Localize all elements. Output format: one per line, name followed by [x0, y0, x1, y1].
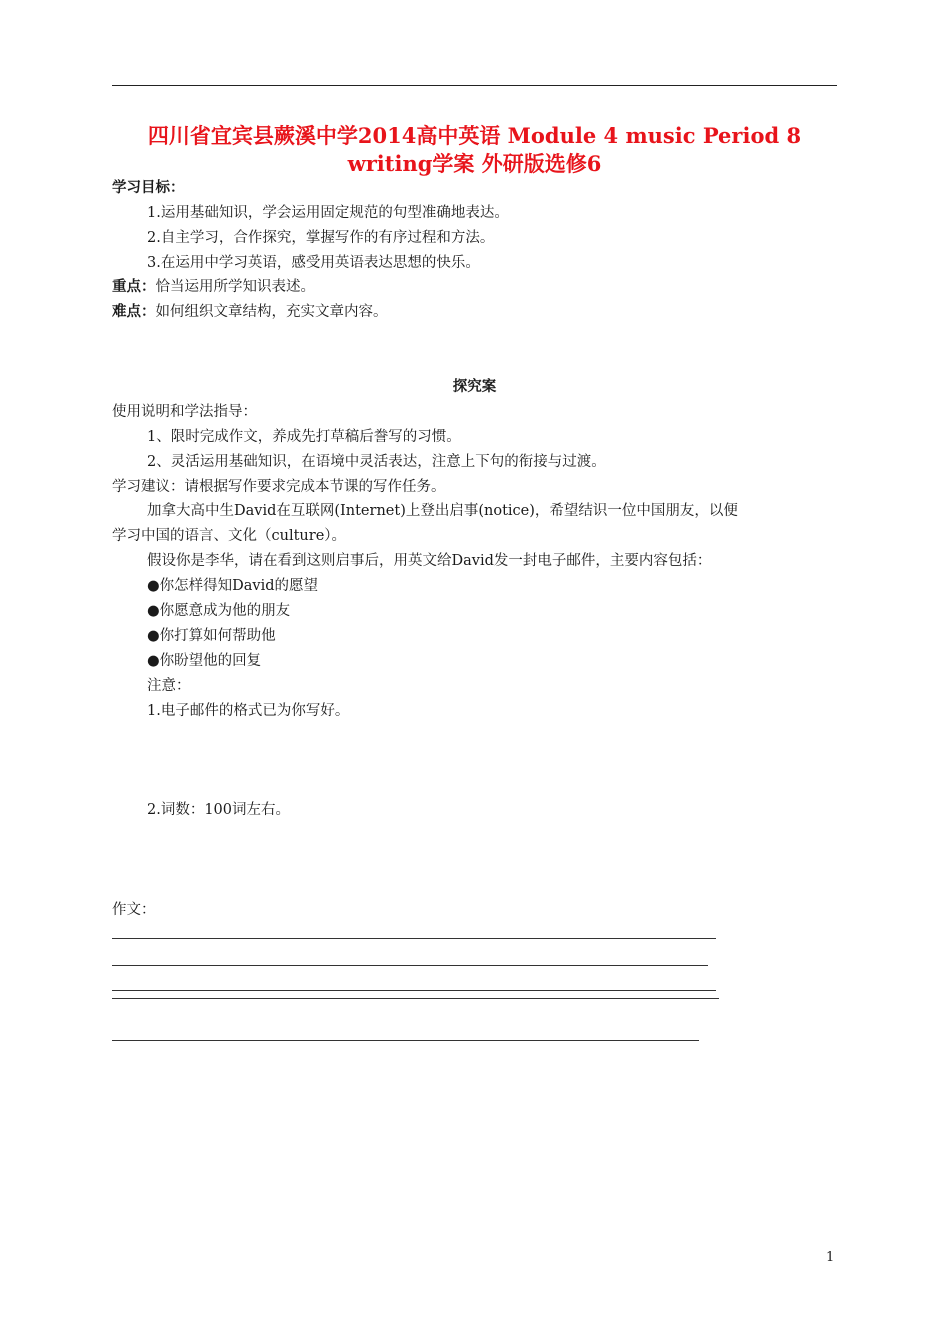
writing-line — [112, 998, 719, 999]
key-point-label: 重点： — [112, 278, 156, 295]
objective-item: 2.自主学习，合作探究，掌握写作的有序过程和方法。 — [147, 230, 495, 246]
essay-label: 作文： — [112, 902, 156, 918]
study-suggestion: 学习建议：请根据写作要求完成本节课的写作任务。 — [112, 479, 446, 495]
bullet-item: ●你愿意成为他的朋友 — [147, 603, 291, 619]
guide-item: 2、灵活运用基础知识，在语境中灵活表达，注意上下句的衔接与过渡。 — [147, 454, 606, 470]
task-paragraph-line1: 加拿大高中生David在互联网(Internet)上登出启事(notice)，希望结识一位中国朋友，以便 — [147, 503, 738, 519]
bullet-item: ●你盼望他的回复 — [147, 653, 262, 669]
task-paragraph-2: 假设你是李华，请在看到这则启事后，用英文给David发一封电子邮件，主要内容包括： — [147, 553, 712, 569]
difficulty-text: 如何组织文章结构，充实文章内容。 — [155, 304, 388, 320]
header-rule — [112, 85, 837, 86]
writing-line — [112, 965, 708, 966]
writing-line — [112, 938, 716, 939]
doc-title-line1: 四川省宜宾县蕨溪中学2014高中英语 Module 4 music Period 8 — [147, 123, 802, 148]
bullet-item: ●你打算如何帮助他 — [147, 628, 276, 644]
section-title: 探究案 — [452, 378, 497, 395]
doc-title-line2: writing学案 外研版选修6 — [347, 151, 602, 176]
note-heading: 注意： — [147, 678, 191, 694]
note-item: 2.词数：100词左右。 — [147, 802, 291, 818]
writing-line — [112, 990, 716, 991]
key-point — [112, 277, 315, 297]
objective-item: 1.运用基础知识，学会运用固定规范的句型准确地表达。 — [147, 205, 509, 221]
page-number: 1 — [826, 1250, 835, 1265]
bullet-item: ●你怎样得知David的愿望 — [147, 578, 319, 594]
guide-heading: 使用说明和学法指导： — [112, 404, 257, 420]
guide-item: 1、限时完成作文，养成先打草稿后誊写的习惯。 — [147, 429, 461, 445]
writing-line — [112, 1040, 699, 1041]
objective-item: 3.在运用中学习英语，感受用英语表达思想的快乐。 — [147, 255, 480, 271]
note-item: 1.电子邮件的格式已为你写好。 — [147, 703, 350, 719]
difficulty-label: 难点： — [112, 303, 156, 320]
task-paragraph-line2: 学习中国的语言、文化（culture）。 — [112, 528, 347, 544]
key-point-text: 恰当运用所学知识表述。 — [155, 279, 315, 295]
difficulty-point — [112, 302, 388, 322]
objectives-heading: 学习目标： — [112, 179, 185, 196]
